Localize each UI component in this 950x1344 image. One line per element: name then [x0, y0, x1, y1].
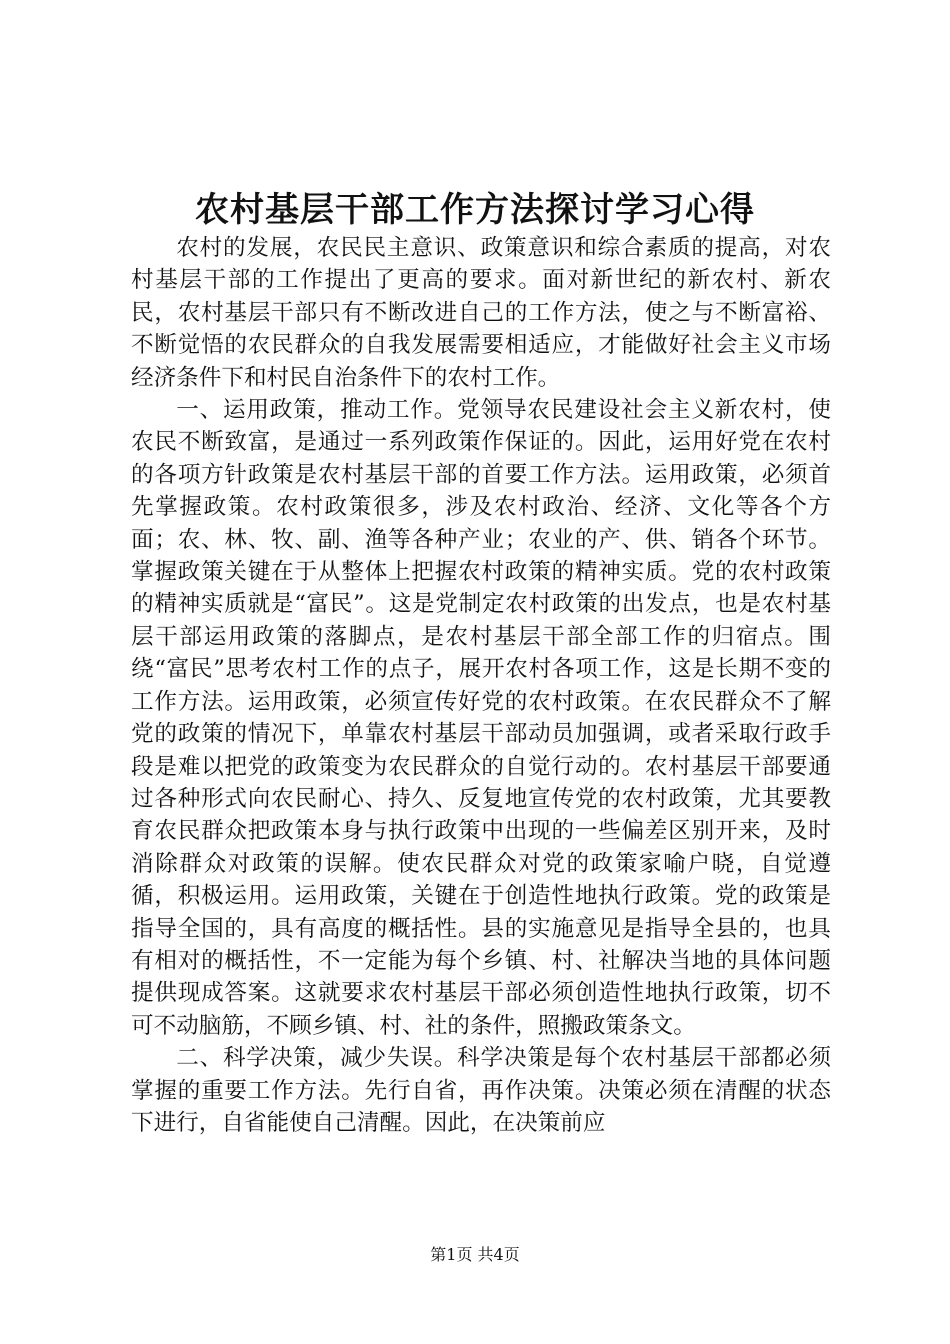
paragraph-section-two: 二、科学决策，减少失误。科学决策是每个农村基层干部都必须掌握的重要工作方法。先行自省，再作决策。决策必须在清醒的状态下进行，自省能使自己清醒。因此，在决策前应	[131, 1045, 831, 1136]
document-body	[131, 232, 831, 1139]
page-number: 第1页 共4页	[430, 1245, 520, 1264]
page-footer	[0, 1244, 950, 1266]
paragraph-intro: 农村的发展，农民民主意识、政策意识和综合素质的提高，对农村基层干部的工作提出了更高的要求。面对新世纪的新农村、新农民，农村基层干部只有不断改进自己的工作方法，使之与不断富裕、不断觉悟的农民群众的自我发展需要相适应，才能做好社会主义市场经济条件下和村民自治条件下的农村工作。	[131, 235, 831, 391]
document-title: 农村基层干部工作方法探讨学习心得	[195, 190, 755, 230]
paragraph-section-one: 一、运用政策，推动工作。党领导农民建设社会主义新农村，使农民不断致富，是通过一系列政策作保证的。因此，运用好党在农村的各项方针政策是农村基层干部的首要工作方法。运用政策，必须首先掌握政策。农村政策很多，涉及农村政治、经济、文化等各个方面；农、林、牧、副、渔等各种产业；农业的产、供、销各个环节。掌握政策关键在于从整体上把握农村政策的精神实质。党的农村政策的精神实质就是“富民”。这是党制定农村政策的出发点，也是农村基层干部运用政策的落脚点，是农村基层干部全部工作的归宿点。围绕“富民”思考农村工作的点子，展开农村各项工作，这是长期不变的工作方法。运用政策，必须宣传好党的农村政策。在农民群众不了解党的政策的情况下，单靠农村基层干部动员加强调，或者采取行政手段是难以把党的政策变为农民群众的自觉行动的。农村基层干部要通过各种形式向农民耐心、持久、反复地宣传党的农村政策，尤其要教育农民群众把政策本身与执行政策中出现的一些偏差区别开来，及时消除群众对政策的误解。使农民群众对党的政策家喻户晓，自觉遵循，积极运用。运用政策，关键在于创造性地执行政策。党的政策是指导全国的，具有高度的概括性。县的实施意见是指导全县的，也具有相对的概括性，不一定能为每个乡镇、村、社解决当地的具体问题提供现成答案。这就要求农村基层干部必须创造性地执行政策，切不可不动脑筋，不顾乡镇、村、社的条件，照搬政策条文。	[131, 397, 831, 1039]
